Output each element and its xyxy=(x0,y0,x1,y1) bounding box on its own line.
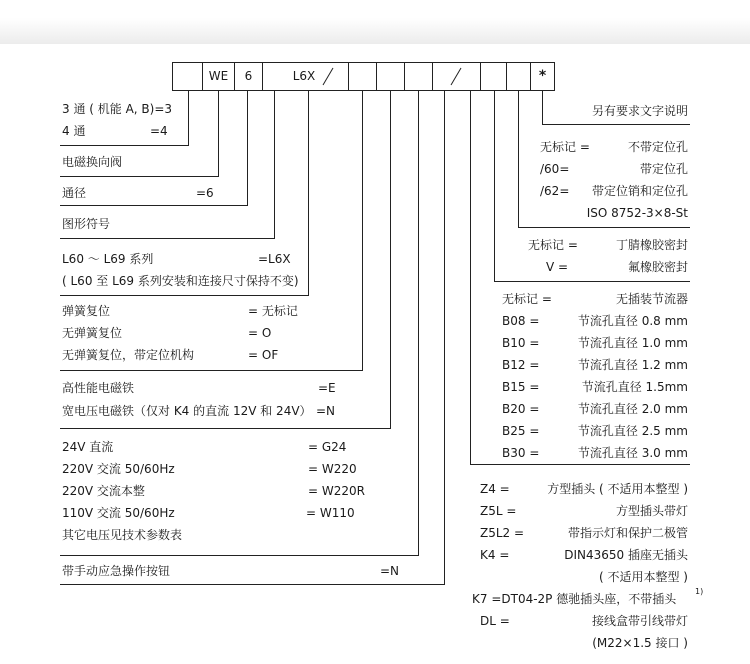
throttle-desc: 节流孔直径 1.0 mm xyxy=(577,336,688,350)
connector-code: Z5L = xyxy=(480,504,517,518)
throttle-desc: 节流孔直径 1.5mm xyxy=(581,380,688,394)
slash-mark xyxy=(451,68,461,85)
ways-line2-label: 4 通 xyxy=(62,124,86,138)
throttle-code: B25 = xyxy=(502,424,540,438)
spring-label: 无弹簧复位，带定位机构 xyxy=(62,348,195,362)
locating-code: /62= xyxy=(540,184,570,198)
throttle-code: B08 = xyxy=(502,314,540,328)
ways-line1: 3 通 ( 机能 A, B)=3 xyxy=(62,102,173,116)
footnote-mark: 1) xyxy=(695,587,704,596)
spring-label: 弹簧复位 xyxy=(62,304,111,318)
throttle-code: B20 = xyxy=(502,402,540,416)
solenoid-label: 高性能电磁铁 xyxy=(62,381,135,395)
code-box-label: * xyxy=(538,68,547,84)
throttle-desc: 节流孔直径 1.2 mm xyxy=(577,358,688,372)
connector-desc: 方型插头 ( 不适用本整型 ) xyxy=(547,482,688,496)
voltage-label: 110V 交流 50/60Hz xyxy=(62,506,175,520)
connector-desc: 接线盒带引线带灯 xyxy=(591,614,688,628)
valve-type-label: 电磁换向阀 xyxy=(62,155,123,169)
connector-desc: 带指示灯和保护二极管 xyxy=(567,526,688,540)
voltage-value: = W220R xyxy=(308,484,365,498)
code-box-label: WE xyxy=(208,69,229,83)
manual-value: =N xyxy=(380,564,400,578)
symbol-label: 图形符号 xyxy=(62,217,111,231)
locating-desc: 不带定位孔 xyxy=(627,140,688,154)
connector-desc: DIN43650 插座无插头 xyxy=(564,548,688,562)
series-label: L60 ～ L69 系列 xyxy=(62,252,154,266)
locating-code: /60= xyxy=(540,162,570,176)
spring-value: = 无标记 xyxy=(248,304,298,318)
solenoid-value: =E xyxy=(318,381,336,395)
locating-code: 无标记 = xyxy=(540,140,590,154)
seal-code: V = xyxy=(546,260,569,274)
code-box-label: 6 xyxy=(244,69,253,83)
throttle-desc: 无插装节流器 xyxy=(615,292,688,306)
series-value: =L6X xyxy=(258,252,291,266)
code-box xyxy=(349,63,377,91)
size-value: =6 xyxy=(196,186,214,200)
size-label: 通径 xyxy=(62,186,87,200)
other-requirement-label: 另有要求文字说明 xyxy=(591,104,688,118)
code-box-label: L6X xyxy=(292,69,316,83)
spring-value: = OF xyxy=(248,348,279,362)
throttle-code: B10 = xyxy=(502,336,540,350)
voltage-value: = G24 xyxy=(308,440,347,454)
slash-mark xyxy=(323,68,333,85)
seal-code: 无标记 = xyxy=(528,238,578,252)
manual-label: 带手动应急操作按钮 xyxy=(62,564,171,578)
connector-code: K7 =DT04-2P 德驰插头座，不带插头 xyxy=(472,592,677,606)
voltage-label: 其它电压见技术参数表 xyxy=(62,528,183,542)
seal-desc: 丁腈橡胶密封 xyxy=(615,238,688,252)
throttle-desc: 节流孔直径 2.5 mm xyxy=(577,424,688,438)
connector-code: Z4 = xyxy=(480,482,510,496)
throttle-desc: 节流孔直径 0.8 mm xyxy=(577,314,688,328)
locating-desc: ISO 8752-3×8-St xyxy=(586,206,688,220)
connector-desc: (M22×1.5 接口 ) xyxy=(592,636,688,650)
code-box xyxy=(507,63,531,91)
connector-desc: ( 不适用本整型 ) xyxy=(599,570,688,584)
connector-desc: 方型插头带灯 xyxy=(615,504,688,518)
throttle-code: B15 = xyxy=(502,380,540,394)
locating-desc: 带定位销和定位孔 xyxy=(591,184,688,198)
throttle-code: B12 = xyxy=(502,358,540,372)
voltage-value: = W220 xyxy=(308,462,357,476)
voltage-label: 220V 交流 50/60Hz xyxy=(62,462,175,476)
solenoid-value: =N xyxy=(316,404,336,418)
connector-code: Z5L2 = xyxy=(480,526,525,540)
connector-code: DL = xyxy=(480,614,510,628)
solenoid-label: 宽电压电磁铁（仅对 K4 的直流 12V 和 24V） xyxy=(62,404,312,418)
spring-label: 无弹簧复位 xyxy=(62,326,123,340)
throttle-code: B30 = xyxy=(502,446,540,460)
ways-line2-value: =4 xyxy=(150,124,168,138)
seal-desc: 氟橡胶密封 xyxy=(627,260,688,274)
locating-desc: 带定位孔 xyxy=(639,162,688,176)
voltage-value: = W110 xyxy=(306,506,355,520)
spring-value: = O xyxy=(248,326,272,340)
code-box xyxy=(405,63,433,91)
series-note: ( L60 至 L69 系列安装和连接尺寸保持不变) xyxy=(62,274,299,288)
code-box xyxy=(481,63,507,91)
voltage-label: 24V 直流 xyxy=(62,440,114,454)
throttle-code: 无标记 = xyxy=(502,292,552,306)
code-box-label xyxy=(172,62,203,90)
connector-code: K4 = xyxy=(480,548,510,562)
throttle-desc: 节流孔直径 3.0 mm xyxy=(577,446,688,460)
code-box xyxy=(377,63,405,91)
throttle-desc: 节流孔直径 2.0 mm xyxy=(577,402,688,416)
voltage-label: 220V 交流本整 xyxy=(62,484,145,498)
